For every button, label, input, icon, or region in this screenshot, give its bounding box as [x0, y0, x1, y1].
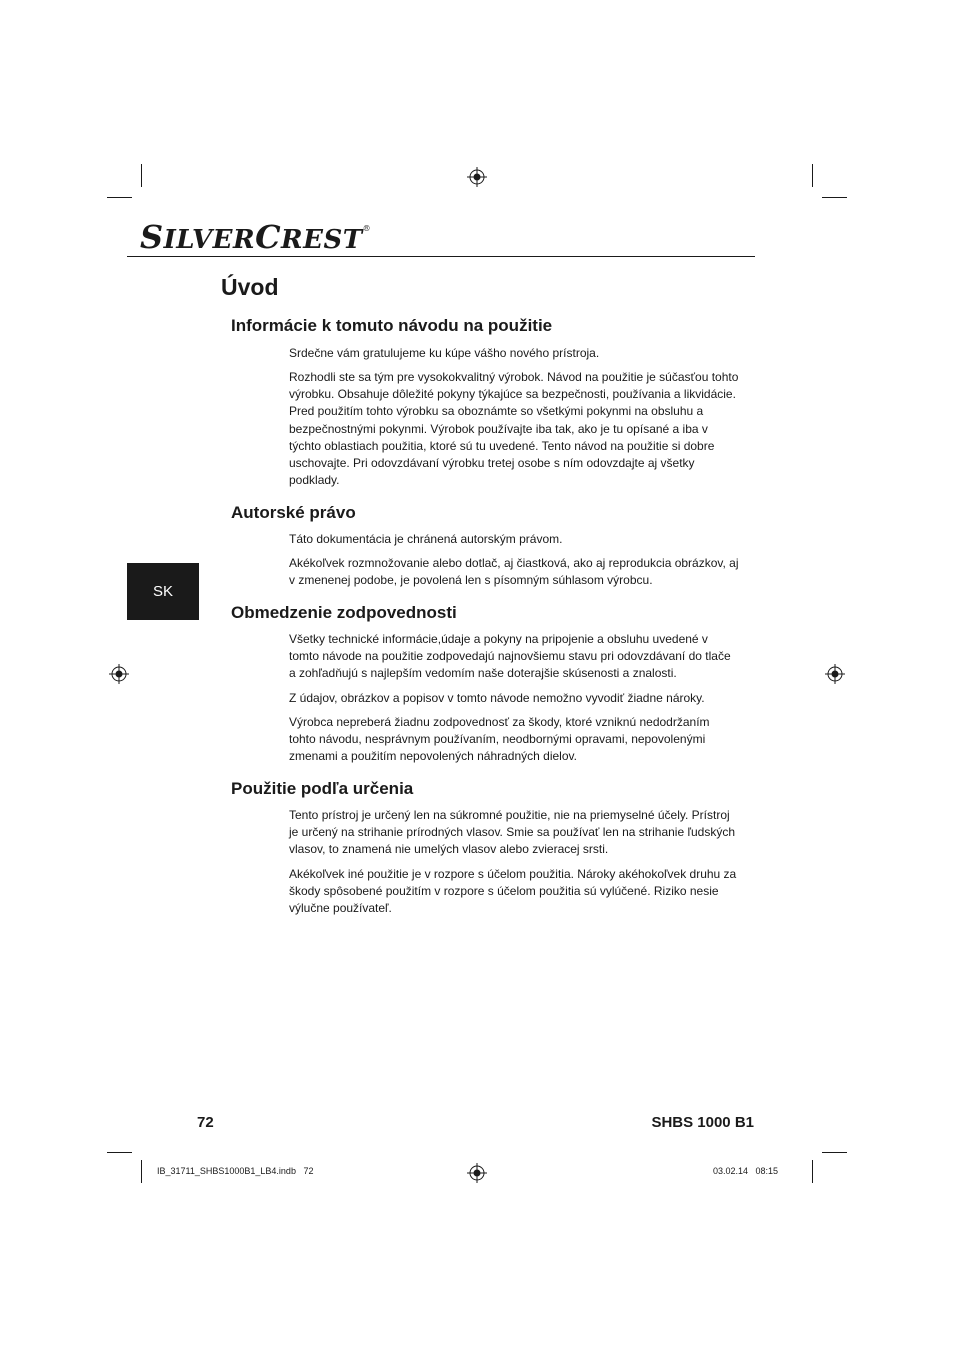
crop-mark: [141, 1160, 142, 1183]
brand-logo: SILVERCREST®: [140, 218, 372, 256]
file-info: IB_31711_SHBS1000B1_LB4.indb 72: [157, 1166, 314, 1176]
paragraph: Akékoľvek rozmnožovanie alebo dotlač, aj čiastková, ako aj reprodukcia obrázkov, aj v zmenenej podobe, je povolená len s písomným súhlasom výrobcu.: [289, 556, 739, 588]
paragraph: Z údajov, obrázkov a popisov v tomto návode nemožno vyvodiť žiadne nároky.: [289, 691, 705, 705]
section-heading: Použitie podľa určenia: [231, 779, 414, 798]
crop-mark: [812, 1160, 813, 1183]
registration-mark-icon: [467, 1163, 487, 1183]
language-tab: SK: [127, 563, 199, 620]
crop-mark: [822, 1152, 847, 1153]
registration-mark-icon: [825, 664, 845, 684]
page-number: 72: [197, 1114, 214, 1131]
paragraph: Srdečne vám gratulujeme ku kúpe vášho nového prístroja.: [289, 346, 600, 360]
model-number: SHBS 1000 B1: [651, 1114, 754, 1131]
paragraph: Výrobca nepreberá žiadnu zodpovednosť za škody, ktoré vzniknú nedodržaním tohto návodu, nesprávnym používaním, neodbornými opravami, nepovolenými zmenami a použitím nepovolených náhradných dielov.: [289, 715, 710, 764]
paragraph: Táto dokumentácia je chránená autorským právom.: [289, 532, 563, 546]
crop-mark: [141, 164, 142, 187]
page-title: Úvod: [221, 274, 279, 300]
paragraph: Všetky technické informácie,údaje a pokyny na pripojenie a obsluhu uvedené v tomto návode na použitie zodpovedajú najnovšiemu stavu pri odovzdávaní do tlače a zohľadňujú s najlepším vedomím naše doterajšie skúsenosti a znalosti.: [289, 632, 731, 681]
paragraph: Tento prístroj je určený len na súkromné použitie, nie na priemyselné účely. Prístroj je určený na strihanie prírodných vlasov. Smie sa používať len na strihanie ľudských vlasov, to znamená nie umelých vlasov alebo zvieracej srsti.: [289, 808, 736, 857]
paragraph: Akékoľvek iné použitie je v rozpore s účelom použitia. Nároky akéhokoľvek druhu za škody spôsobené použitím v rozpore s účelom použitia sú vylúčené. Riziko nesie výlučne používateľ.: [289, 867, 737, 916]
section-heading: Obmedzenie zodpovednosti: [231, 603, 457, 622]
crop-mark: [107, 197, 132, 198]
crop-mark: [107, 1152, 132, 1153]
registration-mark-icon: [109, 664, 129, 684]
paragraph: Rozhodli ste sa tým pre vysokokvalitný výrobok. Návod na použitie je súčasťou tohto výrobku. Obsahuje dôležité pokyny týkajúce sa bezpečnosti, používania a likvidácie. Pred použitím tohto výrobku sa oboznámte so všetkými pokynmi na obsluhu a bezpečnostnými pokynmi. Výrobok používajte iba tak, ako je tu opísané a iba v týchto oblastiach použitia, ktoré sú tu uvedené. Tento návod na použitie si dobre uschovajte. Pri odovzdávaní výrobku tretej osobe s ním odovzdajte aj všetky podklady.: [289, 370, 739, 488]
header-rule: [127, 256, 755, 257]
registration-mark-icon: [467, 167, 487, 187]
crop-mark: [822, 197, 847, 198]
crop-mark: [812, 164, 813, 187]
section-heading: Informácie k tomuto návodu na použitie: [231, 316, 553, 335]
print-date: 03.02.14 08:15: [712, 1166, 778, 1176]
section-heading: Autorské právo: [231, 503, 356, 522]
